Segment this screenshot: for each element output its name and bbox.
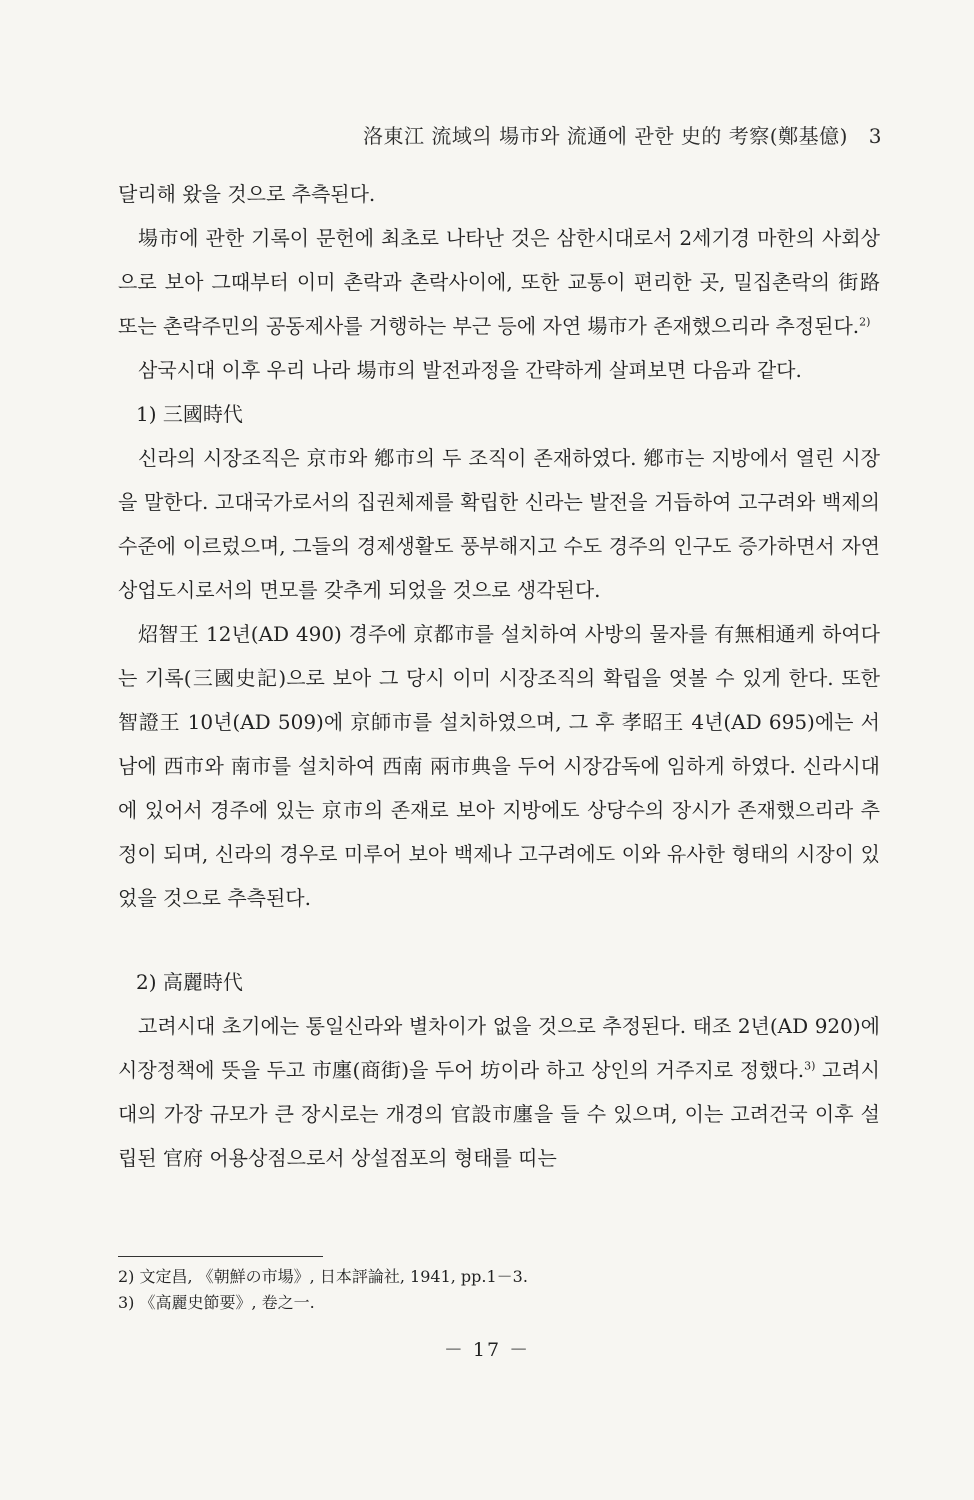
footnote-divider xyxy=(118,1256,323,1257)
running-header xyxy=(363,120,882,149)
footnote-ref-3: 3) xyxy=(804,1059,816,1073)
paragraph: 炤智王 12년(AD 490) 경주에 京都市를 설치하여 사방의 물자를 有無相通케 하여다는 기록(三國史記)으로 보아 그 당시 이미 시장조직의 확립을 엿볼 수 있게 한다. 또한 智證王 10년(AD 509)에 京師市를 설치하였으며, 그 후 孝昭王 4년(AD 695)에는 서남에 西市와 南市를 설치하여 西南 兩市典을 두어 시장감독에 임하게 하였다. 신라시대에 있어서 경주에 있는 京市의 존재로 보아 지방에도 상당수의 장시가 존재했으리라 추정이 되며, 신라의 경우로 미루어 보아 백제나 고구려에도 이와 유사한 형태의 시장이 있었을 것으로 추측된다. xyxy=(118,622,880,910)
paragraph: 신라의 시장조직은 京市와 鄕市의 두 조직이 존재하였다. 鄕市는 지방에서 열린 시장을 말한다. 고대국가로서의 집권체제를 확립한 신라는 발전을 거듭하여 고구려와 백제의 수준에 이르렀으며, 그들의 경제생활도 풍부해지고 수도 경주의 인구도 증가하면서 자연 상업도시로서의 면모를 갖추게 되었을 것으로 생각된다. xyxy=(118,446,880,602)
paragraph-text: 場市에 관한 기록이 문헌에 최초로 나타난 것은 삼한시대로서 2세기경 마한의 사회상으로 보아 그때부터 이미 촌락과 촌락사이에, 또한 교통이 편리한 곳, 밀집촌락의 街路 또는 촌락주민의 공동제사를 거행하는 부근 등에 자연 場市가 존재했으리라 추정된다. xyxy=(118,226,880,338)
section-heading-goryeo: 2) 高麗時代 xyxy=(136,970,243,994)
section-heading-three-kingdoms: 1) 三國時代 xyxy=(136,402,243,426)
paragraph: 삼국시대 이후 우리 나라 場市의 발전과정을 간략하게 살펴보면 다음과 같다. xyxy=(138,358,802,382)
paragraph-text: 고려시대 초기에는 통일신라와 별차이가 없을 것으로 추정된다. 태조 2년(AD 920)에 시장정책에 뜻을 두고 市廛(商街)을 두어 坊이라 하고 상인의 거주지로 정했다. xyxy=(118,1014,880,1082)
footnotes xyxy=(118,1264,880,1316)
body-text xyxy=(118,172,880,1180)
header-page-number: 3 xyxy=(868,124,882,148)
paragraph-text-cont: 고려시대의 가장 규모가 큰 장시로는 개경의 官設市廛을 들 수 있으며, 이는 고려건국 이후 설립된 官府 어용상점으로서 상설점포의 형태를 띠는 xyxy=(118,1058,880,1170)
paragraph xyxy=(118,1004,880,1180)
running-title: 洛東江 流域의 場市와 流通에 관한 史的 考察(鄭基億) xyxy=(363,124,848,148)
page-number: － 17 － xyxy=(443,1339,531,1361)
paragraph xyxy=(118,216,880,348)
paragraph-continuation: 달리해 왔을 것으로 추측된다. xyxy=(118,182,376,206)
footnote-2: 2) 文定昌, 《朝鮮の市場》, 日本評論社, 1941, pp.1－3. xyxy=(118,1267,528,1286)
footnote-ref-2: 2) xyxy=(859,315,871,329)
footnote-3: 3) 《高麗史節要》, 卷之一. xyxy=(118,1293,315,1312)
